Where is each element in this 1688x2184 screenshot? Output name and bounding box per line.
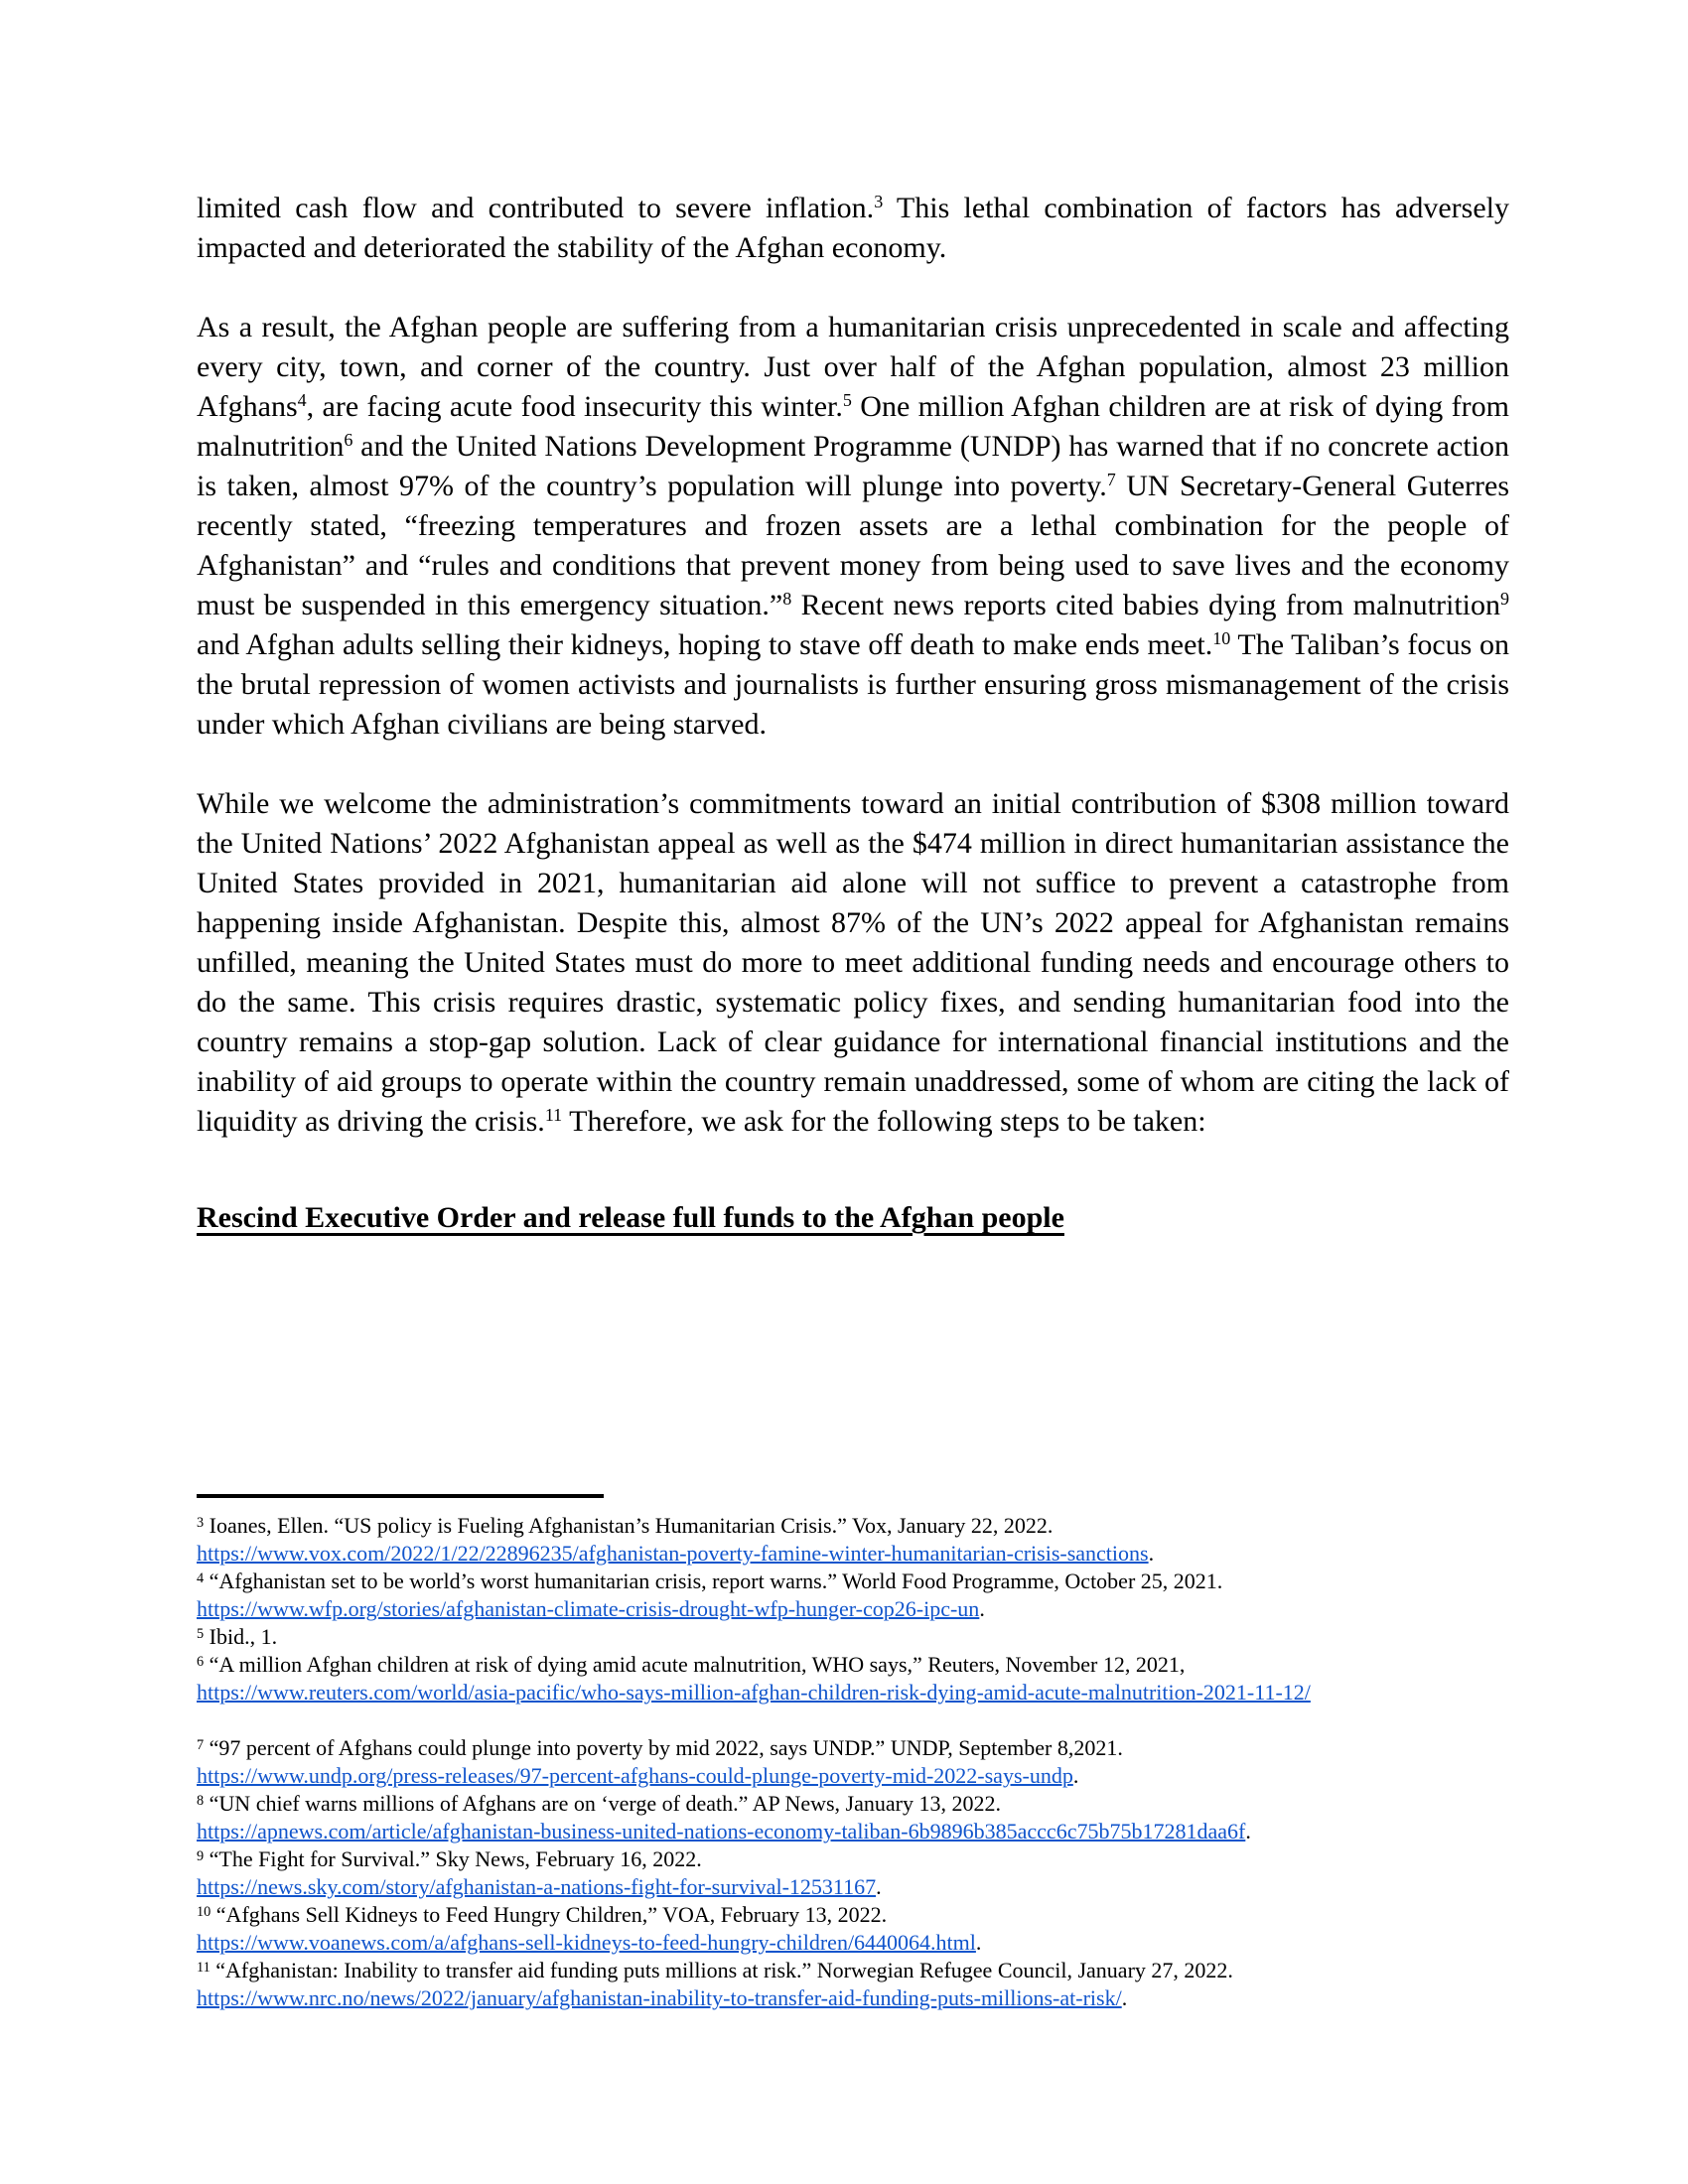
footnote-list [197, 1512, 1509, 2012]
footnotes-section [197, 1494, 1509, 2012]
footnote-reference: 6 [197, 1653, 205, 1670]
footnote-reference: 7 [1106, 470, 1116, 490]
footnote-reference: 11 [197, 1959, 211, 1976]
footnote-line: https://www.vox.com/2022/1/22/22896235/afghanistan-poverty-famine-winter-humanitarian-crisis-sanctions. [197, 1541, 1155, 1566]
footnote-reference: 4 [197, 1570, 205, 1586]
footnote-link[interactable]: https://apnews.com/article/afghanistan-business-united-nations-economy-taliban-6b9896b385accc6c75b75b17281daa6f [197, 1819, 1246, 1843]
footnote-reference: 10 [1212, 628, 1231, 649]
footnote-reference: 11 [544, 1105, 563, 1126]
footnote-reference: 8 [782, 589, 792, 610]
footnote-line: https://www.wfp.org/stories/afghanistan-climate-crisis-drought-wfp-hunger-cop26-ipc-un. [197, 1596, 985, 1621]
footnote-link[interactable]: https://www.wfp.org/stories/afghanistan-climate-crisis-drought-wfp-hunger-cop26-ipc-un [197, 1596, 980, 1621]
body-paragraph-2: As a result, the Afghan people are suffering from a humanitarian crisis unprecedented in scale and affecting every city, town, and corner of the country. Just over half of the Afghan population, almost 23 million Afghans$^4$, are facing acute food insecurity this winter.$^5$ One million Afghan children are at risk of dying from malnutrition$^6$ and the United Nations Development Programme (UNDP) has warned that if no concrete action is taken, almost 97% of the country’s population will plunge into poverty.$^7$ UN Secretary-General Guterres recently stated, “freezing temperatures and frozen assets are a lethal combination for the people of Afghanistan” and “rules and conditions that prevent money from being used to save lives and the economy must be suspended in this emergency situation.”$^8$ Recent news reports cited babies dying from malnutrition$^9$ and Afghan adults selling their kidneys, hoping to stave off death to make ends meet.$^{10}$ The Taliban’s focus on the brutal repression of women activists and journalists is further ensuring gross mismanagement of the crisis under which Afghan civilians are being starved. [197, 311, 1509, 741]
footnote-line: $^3$ Ioanes, Ellen. “US policy is Fueling Afghanistan’s Humanitarian Crisis.” Vox, January 22, 2022. [197, 1513, 1054, 1538]
footnote-line: https://www.undp.org/press-releases/97-percent-afghans-could-plunge-poverty-mid-2022-says-undp. [197, 1763, 1079, 1788]
footnote-line: https://news.sky.com/story/afghanistan-a-nations-fight-for-survival-12531167. [197, 1874, 882, 1899]
footnote-reference: 3 [874, 192, 884, 212]
section-heading: Rescind Executive Order and release full funds to the Afghan people [197, 1201, 1064, 1234]
footnote-reference: 5 [842, 390, 852, 411]
footnote-line: $^9$ “The Fight for Survival.” Sky News, February 16, 2022. [197, 1846, 702, 1871]
footnote-reference: 3 [197, 1514, 205, 1531]
footnote-link[interactable]: https://www.nrc.no/news/2022/january/afghanistan-inability-to-transfer-aid-funding-puts-millions-at-risk/ [197, 1985, 1122, 2010]
footnote-link[interactable]: https://www.reuters.com/world/asia-pacific/who-says-million-afghan-children-risk-dying-amid-acute-malnutrition-2021-11-12/ [197, 1680, 1311, 1705]
footnote-line: https://www.voanews.com/a/afghans-sell-kidneys-to-feed-hungry-children/6440064.html. [197, 1930, 982, 1955]
footnote-line: $^8$ “UN chief warns millions of Afghans are on ‘verge of death.” AP News, January 13, 2022. [197, 1791, 1001, 1816]
footnote-reference: 7 [197, 1736, 205, 1753]
footnote-reference: 9 [1500, 589, 1509, 610]
body-paragraph-3: While we welcome the administration’s commitments toward an initial contribution of $308 million toward the United Nations’ 2022 Afghanistan appeal as well as the $474 million in direct humanitarian assistance the United States provided in 2021, humanitarian aid alone will not suffice to prevent a catastrophe from happening inside Afghanistan. Despite this, almost 87% of the UN’s 2022 appeal for Afghanistan remains unfilled, meaning the United States must do more to meet additional funding needs and encourage others to do the same. This crisis requires drastic, systematic policy fixes, and sending humanitarian food into the country remains a stop-gap solution. Lack of clear guidance for international financial institutions and the inability of aid groups to operate within the country remain unaddressed, some of whom are citing the lack of liquidity as driving the crisis.$^{11}$ Therefore, we ask for the following steps to be taken: [197, 787, 1509, 1138]
footnote-separator [197, 1494, 604, 1498]
body-paragraph-1: limited cash flow and contributed to severe inflation.$^3$ This lethal combination of factors has adversely impacted and deteriorated the stability of the Afghan economy. [197, 192, 1509, 264]
footnote-line: $^7$ “97 percent of Afghans could plunge into poverty by mid 2022, says UNDP.” UNDP, September 8,2021. [197, 1735, 1123, 1760]
footnote-line: $^5$ Ibid., 1. [197, 1624, 278, 1649]
footnote-line: $^{10}$ “Afghans Sell Kidneys to Feed Hungry Children,” VOA, February 13, 2022. [197, 1902, 888, 1927]
footnote-line: https://apnews.com/article/afghanistan-business-united-nations-economy-taliban-6b9896b385accc6c75b75b17281daa6f. [197, 1819, 1251, 1843]
footnote-line: https://www.nrc.no/news/2022/january/afghanistan-inability-to-transfer-aid-funding-puts-millions-at-risk/. [197, 1985, 1128, 2010]
footnote-reference: 8 [197, 1792, 205, 1809]
footnote-reference: 6 [344, 430, 353, 451]
footnote-line: $^6$ “A million Afghan children at risk of dying amid acute malnutrition, WHO says,” Reuters, November 12, 2021, [197, 1652, 1186, 1677]
footnote-link[interactable]: https://www.undp.org/press-releases/97-percent-afghans-could-plunge-poverty-mid-2022-says-undp [197, 1763, 1073, 1788]
footnote-link[interactable]: https://news.sky.com/story/afghanistan-a-nations-fight-for-survival-12531167 [197, 1874, 877, 1899]
footnote-spacer [197, 1706, 1509, 1734]
footnote-reference: 4 [297, 390, 307, 411]
footnote-line: $^{11}$ “Afghanistan: Inability to transfer aid funding puts millions at risk.” Norwegian Refugee Council, January 27, 2022. [197, 1958, 1233, 1982]
footnote-line [197, 1679, 1509, 1706]
footnote-reference: 5 [197, 1625, 205, 1642]
document-body [197, 189, 1509, 1238]
footnote-link[interactable]: https://www.voanews.com/a/afghans-sell-kidneys-to-feed-hungry-children/6440064.html [197, 1930, 976, 1955]
footnote-line: $^4$ “Afghanistan set to be world’s worst humanitarian crisis, report warns.” World Food Programme, October 25, 2021. [197, 1569, 1223, 1593]
footnote-reference: 10 [197, 1903, 211, 1920]
footnote-link[interactable]: https://www.vox.com/2022/1/22/22896235/afghanistan-poverty-famine-winter-humanitarian-crisis-sanctions [197, 1541, 1149, 1566]
footnote-reference: 9 [197, 1847, 205, 1864]
